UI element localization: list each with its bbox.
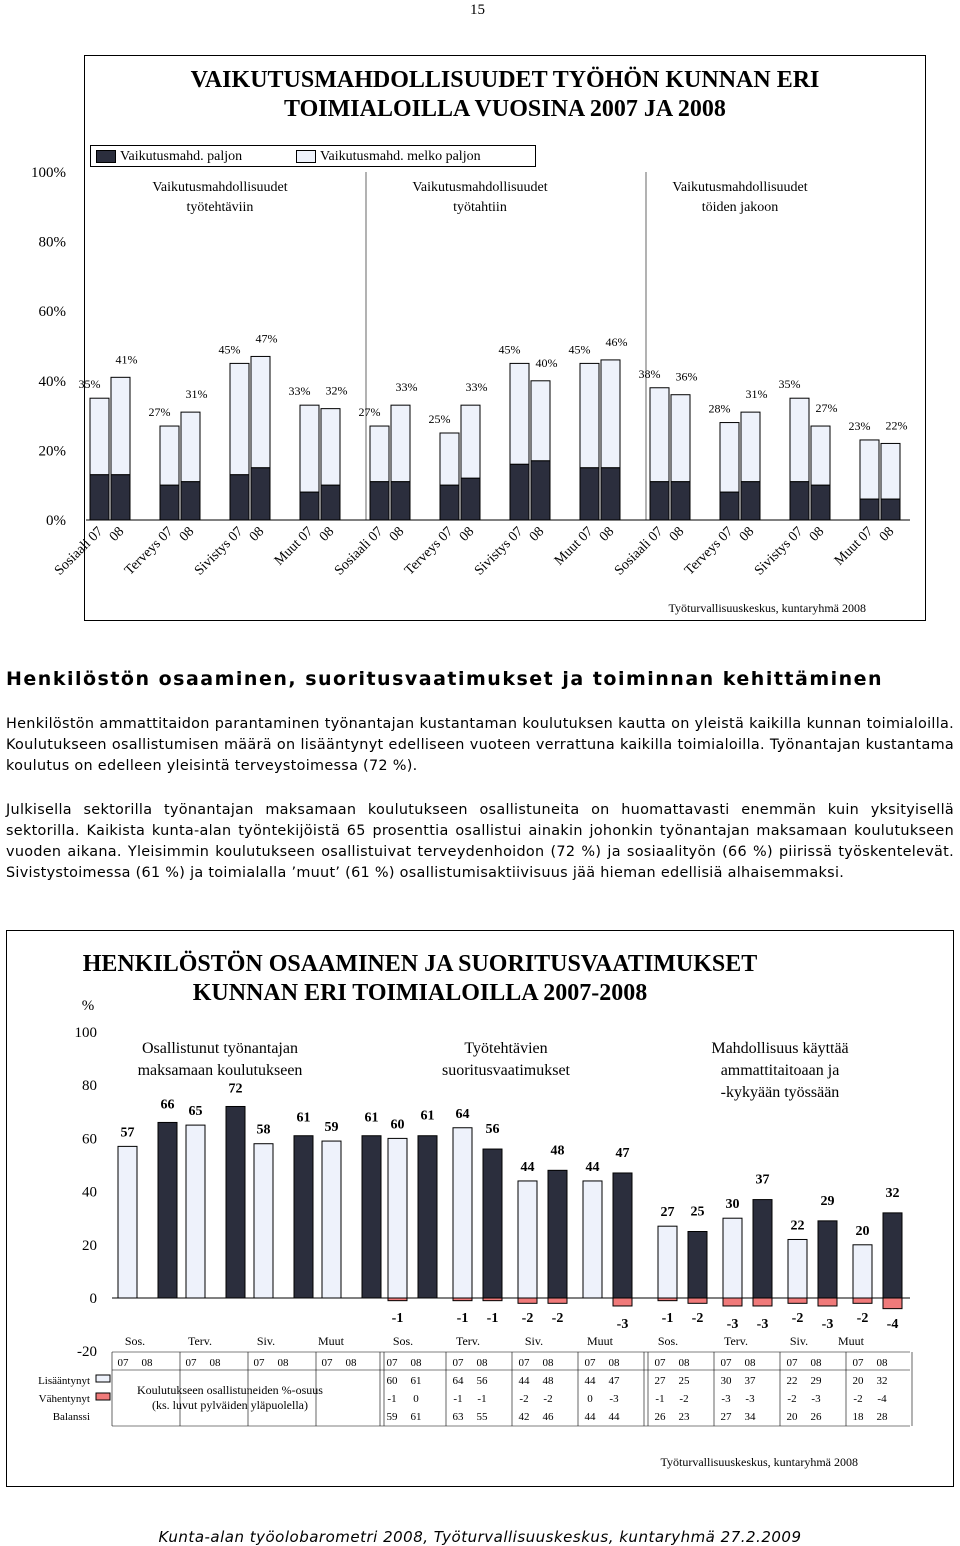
group1-line2: työtehtäviin <box>186 200 254 215</box>
bar-data-label: 29 <box>820 1193 835 1209</box>
bar-data-label: 22% <box>885 418 908 433</box>
y-tick-label: 60% <box>38 304 66 321</box>
bar-vahentynyt <box>788 1298 807 1303</box>
bar-data-label: 22 <box>790 1218 805 1234</box>
bar-lisaantynyt <box>688 1232 707 1299</box>
bar-vahentynyt <box>518 1298 537 1303</box>
year-label: 08 <box>744 1357 756 1369</box>
row-swatch-light <box>96 1375 110 1382</box>
year-label: 07 <box>518 1357 530 1369</box>
table-cell: -2 <box>853 1393 863 1405</box>
table-cell: 18 <box>852 1411 864 1423</box>
bar-data-label: 46% <box>605 334 628 349</box>
sector-label: Siv. <box>789 1334 809 1348</box>
table-cell: 27 <box>720 1411 732 1423</box>
x-tick-label: Sosiaali 07 <box>331 524 387 579</box>
page-footer: Kunta-alan työolobarometri 2008, Työturvallisuuskeskus, kuntaryhmä 27.2.2009 <box>158 1528 802 1546</box>
y-tick-label: 20 <box>82 1237 97 1254</box>
table-cell: 55 <box>476 1411 488 1423</box>
table-cell: 20 <box>786 1411 798 1423</box>
table-cell: -1 <box>655 1393 665 1405</box>
y-tick-label: 100% <box>31 165 66 181</box>
bar-data-label: 37 <box>755 1172 770 1188</box>
bar-koulutus <box>294 1136 313 1298</box>
x-tick-label: 08 <box>666 524 688 545</box>
table-cell: 25 <box>678 1375 690 1387</box>
table-cell: 23 <box>678 1411 690 1423</box>
table-cell: 59 <box>386 1411 398 1423</box>
bar-data-label: 38% <box>638 366 661 381</box>
bar-data-label: 45% <box>218 342 241 357</box>
x-tick-label: 08 <box>316 524 338 545</box>
bar-data-label: 33% <box>465 380 488 395</box>
table-cell: 0 <box>413 1393 419 1405</box>
bar-koulutus <box>158 1122 177 1298</box>
bar-lisaantynyt <box>453 1128 472 1298</box>
bar-data-label: 59 <box>324 1120 339 1136</box>
y-tick-label: 20% <box>38 443 66 460</box>
x-tick-label: Terveys 07 <box>682 524 737 579</box>
page-number: 15 <box>470 2 485 18</box>
bar-data-label: 30 <box>725 1197 740 1213</box>
bar-data-label: 32 <box>885 1185 900 1201</box>
bar-neg-label: -2 <box>521 1311 534 1326</box>
chart1-title-line2: TOIMIALOILLA VUOSINA 2007 JA 2008 <box>284 96 726 122</box>
bar-data-label: 47 <box>615 1145 630 1161</box>
chart1-source: Työturvallisuuskeskus, kuntaryhmä 2008 <box>668 601 866 615</box>
bar-data-label: 27% <box>815 401 838 416</box>
paragraph-2-text: Julkisella sektorilla työnantajan maksamaan koulutukseen osallistuneita on huomattavasti enemmän kuin yksityisellä sektorilla. Kaikista kunta-alan työntekijöistä 65 prosenttia osallistui ainakin johonkin työnantajan maksamaan koulutukseen vuoden aikana. Yleisimmin koulutukseen osallistuivat terveydenhoidon (72 %) ja sosiaalityön (66 %) piirissä työskentelevät. Sivistystoimessa (61 %) ja toimialalla ’muut’ (61 %) osallistumisaktiivisuus jää hieman edellisiä alhaisemmaksi. <box>6 802 954 881</box>
c2-group3-line2: ammattitaitoaan ja <box>720 1062 840 1079</box>
bar-data-label: 27% <box>358 405 381 420</box>
bar-neg-label: -4 <box>886 1317 899 1332</box>
year-label: 08 <box>410 1357 422 1369</box>
x-tick-label: 08 <box>246 524 268 545</box>
bar-data-label: 60 <box>390 1117 405 1133</box>
x-tick-label: Terveys 07 <box>402 524 457 579</box>
bar-data-label: 36% <box>675 369 698 384</box>
bar-lisaantynyt <box>853 1245 872 1298</box>
chart2-title-line2: KUNNAN ERI TOIMIALOILLA 2007-2008 <box>192 980 648 1006</box>
x-tick-label: 08 <box>596 524 618 545</box>
bar-lisaantynyt <box>723 1218 742 1298</box>
year-label: 08 <box>209 1357 221 1369</box>
x-tick-label: 08 <box>876 524 898 545</box>
x-tick-label: 08 <box>736 524 758 545</box>
chart2-group-title-3 <box>680 1038 880 1104</box>
table-cell: 61 <box>410 1411 422 1423</box>
bar-data-label: 61 <box>364 1110 379 1126</box>
group2-line2: työtahtiin <box>453 200 507 215</box>
table-cell: 0 <box>587 1393 593 1405</box>
table-cell: 64 <box>452 1375 464 1387</box>
table-cell: 28 <box>876 1411 888 1423</box>
bar-data-label: 32% <box>325 383 348 398</box>
y-tick-label: 80 <box>82 1078 97 1095</box>
x-tick-label: 08 <box>456 524 478 545</box>
bar-neg-label: -3 <box>616 1317 629 1332</box>
year-label: 07 <box>786 1357 798 1369</box>
x-tick-label: 08 <box>526 524 548 545</box>
table-cell: -1 <box>453 1393 463 1405</box>
sector-label: Sos. <box>657 1334 679 1348</box>
bar-data-label: 58 <box>256 1122 271 1138</box>
table-cell: 42 <box>518 1411 530 1423</box>
bar-data-label: 27% <box>148 405 171 420</box>
bar-data-label: 72 <box>228 1081 243 1097</box>
year-label: 07 <box>386 1357 398 1369</box>
table-cell: -2 <box>519 1393 529 1405</box>
y-tick-label: 0 <box>89 1291 97 1307</box>
x-tick-label: Muut 07 <box>551 524 597 569</box>
year-label: 07 <box>852 1357 864 1369</box>
table-cell: -2 <box>787 1393 797 1405</box>
c2-group3-line3: -kykyään työssään <box>720 1084 840 1101</box>
table-cell: 44 <box>584 1411 596 1423</box>
bar-data-label: 45% <box>568 342 591 357</box>
table-cell: 26 <box>810 1411 822 1423</box>
chart2-group-title-1 <box>120 1038 320 1082</box>
bar-neg-label: -2 <box>856 1311 869 1326</box>
group2-line1: Vaikutusmahdollisuudet <box>412 180 548 195</box>
bar-koulutus <box>118 1146 137 1298</box>
x-tick-label: 08 <box>386 524 408 545</box>
table-cell: -3 <box>811 1393 821 1405</box>
group3-line2: töiden jakoon <box>701 200 779 215</box>
bar-koulutus <box>362 1136 381 1298</box>
c2-group1-line2: maksamaan koulutukseen <box>137 1062 303 1079</box>
sector-label: Terv. <box>187 1334 213 1348</box>
table-note-line1: Koulutukseen osallistuneiden %-osuus <box>137 1383 323 1397</box>
table-cell: 29 <box>810 1375 822 1387</box>
bar-vahentynyt <box>753 1298 772 1306</box>
bar-vahentynyt <box>723 1298 742 1306</box>
sector-label: Siv. <box>256 1334 276 1348</box>
bar-lisaantynyt <box>753 1200 772 1298</box>
table-cell: 22 <box>786 1375 798 1387</box>
table-cell: -3 <box>609 1393 619 1405</box>
c2-group1-line1: Osallistunut työnantajan <box>142 1040 298 1057</box>
bar-koulutus <box>226 1106 245 1298</box>
y-tick-label: 40% <box>38 373 66 390</box>
bar-data-label: 31% <box>745 387 768 402</box>
table-cell: 44 <box>608 1411 620 1423</box>
bar-data-label: 33% <box>395 380 418 395</box>
table-cell: 47 <box>608 1375 620 1387</box>
year-label: 08 <box>476 1357 488 1369</box>
year-label: 07 <box>321 1357 333 1369</box>
group1-line1: Vaikutusmahdollisuudet <box>152 180 288 195</box>
table-cell: 46 <box>542 1411 554 1423</box>
table-note <box>115 1383 345 1413</box>
bar-lisaantynyt <box>613 1173 632 1298</box>
y-tick-label: -20 <box>77 1344 97 1361</box>
bar-vahentynyt <box>613 1298 632 1306</box>
bar-data-label: 61 <box>296 1110 311 1126</box>
bar-vahentynyt <box>548 1298 567 1303</box>
year-label: 08 <box>876 1357 888 1369</box>
table-cell: -3 <box>721 1393 731 1405</box>
sector-label: Muut <box>837 1334 865 1348</box>
table-cell: 32 <box>876 1375 888 1387</box>
bar-data-label: 31% <box>185 387 208 402</box>
bar-lisaantynyt <box>418 1136 437 1298</box>
year-label: 07 <box>452 1357 464 1369</box>
bar-lisaantynyt <box>883 1213 902 1298</box>
sector-label: Terv. <box>723 1334 749 1348</box>
paragraph-1-text: Henkilöstön ammattitaidon parantaminen työnantajan kustantaman koulutuksen kautta on yleistä kaikilla kunnan toimialoilla. Koulutukseen osallistumisen määrä on lisääntynyt edelliseen vuoteen verrattuna kaikilla toimialoilla. Työnantajan kustantama koulutus on edelleen yleisintä terveystoimessa (72 %). <box>6 716 954 774</box>
year-label: 07 <box>654 1357 666 1369</box>
x-tick-label: 08 <box>806 524 828 545</box>
bar-data-label: 64 <box>455 1106 470 1122</box>
chart2-group-title-2 <box>406 1038 606 1082</box>
bar-lisaantynyt <box>818 1221 837 1298</box>
table-cell: 26 <box>654 1411 666 1423</box>
x-tick-label: Sivistys 07 <box>751 524 807 579</box>
bar-data-label: 56 <box>485 1122 500 1138</box>
bar-data-label: 57 <box>120 1125 135 1141</box>
chart2-source: Työturvallisuuskeskus, kuntaryhmä 2008 <box>660 1455 858 1469</box>
bar-neg-label: -3 <box>821 1317 834 1332</box>
sector-label: Muut <box>317 1334 345 1348</box>
x-tick-label: Muut 07 <box>271 524 317 569</box>
table-cell: 44 <box>584 1375 596 1387</box>
y-tick-label: 80% <box>38 234 66 251</box>
sector-label: Siv. <box>524 1334 544 1348</box>
bar-koulutus <box>322 1141 341 1298</box>
table-cell: 60 <box>386 1375 398 1387</box>
x-tick-label: Sivistys 07 <box>471 524 527 579</box>
x-tick-label: 08 <box>176 524 198 545</box>
bar-data-label: 44 <box>520 1159 535 1175</box>
table-cell: -2 <box>679 1393 689 1405</box>
bar-data-label: 44 <box>585 1159 600 1175</box>
bar-lisaantynyt <box>788 1239 807 1298</box>
bar-vahentynyt <box>853 1298 872 1303</box>
bar-data-label: 23% <box>848 418 871 433</box>
table-cell: 44 <box>518 1375 530 1387</box>
year-label: 07 <box>253 1357 265 1369</box>
c2-group3-line1: Mahdollisuus käyttää <box>711 1040 849 1057</box>
x-tick-label: Sivistys 07 <box>191 524 247 579</box>
x-tick-label: Sosiaali 07 <box>611 524 667 579</box>
group3-line1: Vaikutusmahdollisuudet <box>672 180 808 195</box>
year-label: 08 <box>345 1357 357 1369</box>
sector-label: Sos. <box>392 1334 414 1348</box>
bar-neg-label: -1 <box>391 1311 404 1326</box>
bar-data-label: 65 <box>188 1104 203 1120</box>
table-cell: 27 <box>654 1375 666 1387</box>
y-tick-label: 40 <box>82 1184 97 1201</box>
table-cell: 37 <box>744 1375 756 1387</box>
bar-neg-label: -2 <box>551 1311 564 1326</box>
year-label: 08 <box>608 1357 620 1369</box>
bar-data-label: 40% <box>535 355 558 370</box>
bar-lisaantynyt <box>548 1170 567 1298</box>
table-cell: -3 <box>745 1393 755 1405</box>
bar-lisaantynyt <box>583 1181 602 1298</box>
row-label: Lisääntynyt <box>38 1375 90 1387</box>
bar-neg-label: -2 <box>791 1311 804 1326</box>
x-tick-label: 08 <box>106 524 128 545</box>
bar-koulutus <box>254 1144 273 1298</box>
bar-neg-label: -1 <box>486 1311 499 1326</box>
year-label: 07 <box>584 1357 596 1369</box>
table-note-line2: (ks. luvut pylväiden yläpuolella) <box>152 1398 308 1412</box>
bar-koulutus <box>186 1125 205 1298</box>
bar-data-label: 27 <box>660 1205 675 1221</box>
y-tick-label: 0% <box>46 513 66 529</box>
bar-data-label: 66 <box>160 1097 175 1113</box>
table-cell: 56 <box>476 1375 488 1387</box>
sector-label: Terv. <box>455 1334 481 1348</box>
y-tick-label: 100 <box>74 1025 97 1041</box>
bar-lisaantynyt <box>388 1138 407 1298</box>
bar-lisaantynyt <box>483 1149 502 1298</box>
year-label: 08 <box>141 1357 153 1369</box>
bar-data-label: 35% <box>78 377 101 392</box>
bar-data-label: 33% <box>288 384 311 399</box>
year-label: 08 <box>810 1357 822 1369</box>
y-axis-label: % <box>81 998 95 1014</box>
x-tick-label: Terveys 07 <box>122 524 177 579</box>
row-label: Balanssi <box>52 1411 90 1423</box>
table-cell: -2 <box>543 1393 553 1405</box>
x-tick-label: Muut 07 <box>831 524 877 569</box>
table-cell: -1 <box>387 1393 397 1405</box>
legend-label-paljon: Vaikutusmahd. paljon <box>120 149 243 164</box>
bar-data-label: 25% <box>428 412 451 426</box>
bar-data-label: 61 <box>420 1108 435 1124</box>
bar-data-label: 28% <box>708 401 731 416</box>
bar-data-label: 48 <box>550 1143 565 1159</box>
table-cell: 61 <box>410 1375 422 1387</box>
bar-lisaantynyt <box>518 1181 537 1298</box>
bar-neg-label: -1 <box>456 1311 469 1326</box>
bar-neg-label: -3 <box>756 1317 769 1332</box>
legend-label-melko: Vaikutusmahd. melko paljon <box>320 149 481 164</box>
chart1-title-line1: VAIKUTUSMAHDOLLISUUDET TYÖHÖN KUNNAN ERI <box>190 67 820 93</box>
bar-neg-label: -2 <box>691 1311 704 1326</box>
sector-label: Sos. <box>124 1334 146 1348</box>
x-tick-label: Sosiaali 07 <box>51 524 107 579</box>
row-label: Vähentynyt <box>38 1393 90 1405</box>
table-cell: 48 <box>542 1375 554 1387</box>
year-label: 08 <box>277 1357 289 1369</box>
table-cell: 63 <box>452 1411 464 1423</box>
table-cell: 30 <box>720 1375 732 1387</box>
bar-data-label: 20 <box>855 1223 870 1239</box>
c2-group2-line1: Työtehtävien <box>464 1040 548 1057</box>
bar-data-label: 47% <box>255 331 278 346</box>
bar-data-label: 41% <box>115 352 138 367</box>
row-swatch-neg <box>96 1393 110 1400</box>
y-tick-label: 60 <box>82 1131 97 1148</box>
bar-lisaantynyt <box>658 1226 677 1298</box>
bar-neg-label: -3 <box>726 1317 739 1332</box>
c2-group2-line2: suoritusvaatimukset <box>442 1062 570 1079</box>
table-cell: 34 <box>744 1411 756 1423</box>
table-cell: 20 <box>852 1375 864 1387</box>
year-label: 07 <box>117 1357 129 1369</box>
bar-data-label: 25 <box>690 1204 705 1220</box>
table-cell: -1 <box>477 1393 487 1405</box>
bar-neg-label: -1 <box>661 1311 674 1326</box>
bar-vahentynyt <box>818 1298 837 1306</box>
year-label: 07 <box>185 1357 197 1369</box>
bar-data-label: 35% <box>778 377 801 392</box>
bar-vahentynyt <box>883 1298 902 1309</box>
chart2-title-line1: HENKILÖSTÖN OSAAMINEN JA SUORITUSVAATIMUKSET <box>82 951 758 977</box>
sector-label: Muut <box>586 1334 614 1348</box>
table-cell: -4 <box>877 1393 887 1405</box>
year-label: 07 <box>720 1357 732 1369</box>
bar-data-label: 45% <box>498 342 521 357</box>
section-heading: Henkilöstön osaaminen, suoritusvaatimukset ja toiminnan kehittäminen <box>6 668 884 690</box>
year-label: 08 <box>678 1357 690 1369</box>
bar-vahentynyt <box>688 1298 707 1303</box>
year-label: 08 <box>542 1357 554 1369</box>
